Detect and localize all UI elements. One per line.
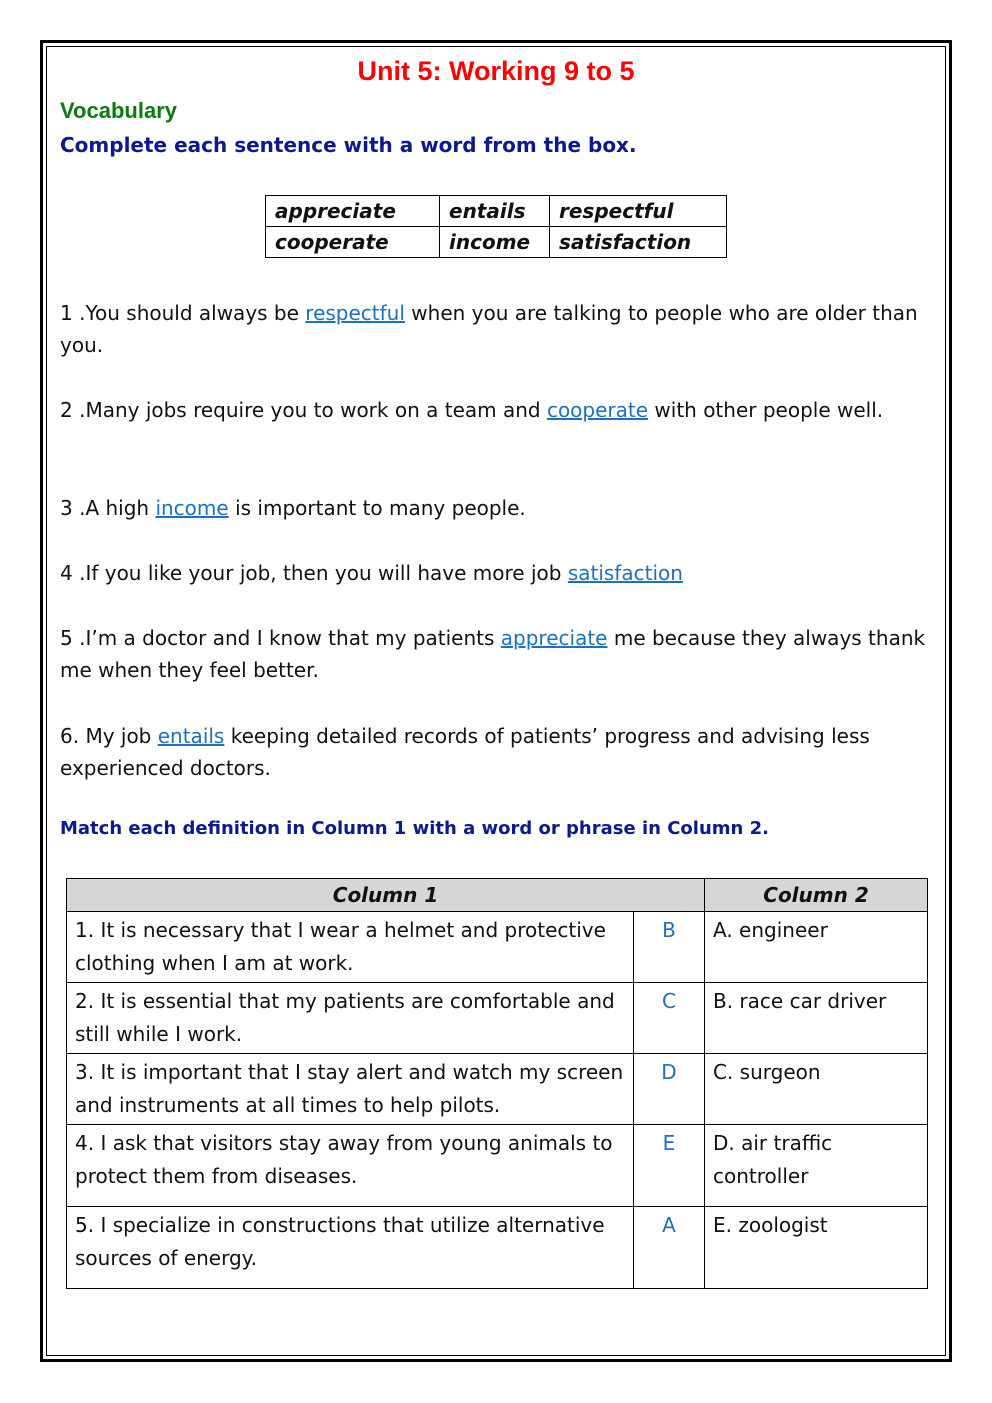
word-box-cell: income bbox=[440, 227, 550, 258]
vocabulary-heading: Vocabulary bbox=[60, 98, 177, 123]
definition-cell: 2. It is essential that my patients are comfortable and still while I work. bbox=[67, 983, 634, 1054]
sentence-5 bbox=[60, 622, 930, 686]
word-box-cell: respectful bbox=[550, 196, 727, 227]
option-cell: E. zoologist bbox=[705, 1207, 928, 1289]
match-table-header bbox=[67, 879, 928, 912]
definition-cell: 1. It is necessary that I wear a helmet and protective clothing when I am at work. bbox=[67, 912, 634, 983]
answer-cell: B bbox=[634, 912, 705, 983]
page-title: Unit 5: Working 9 to 5 bbox=[357, 56, 635, 86]
word-box-cell: entails bbox=[440, 196, 550, 227]
answer-word: appreciate bbox=[500, 626, 608, 650]
sentence-1 bbox=[60, 297, 930, 361]
option-cell: C. surgeon bbox=[705, 1054, 928, 1125]
answer-word: respectful bbox=[305, 301, 405, 325]
sentence-text: me because they always thank me when they feel better. bbox=[60, 626, 926, 682]
word-box-row bbox=[266, 196, 727, 227]
table-row bbox=[67, 1207, 928, 1289]
definition-cell: 5. I specialize in constructions that utilize alternative sources of energy. bbox=[67, 1207, 634, 1289]
definition-cell: 3. It is important that I stay alert and watch my screen and instruments at all times to help pilots. bbox=[67, 1054, 634, 1125]
answer-word: entails bbox=[157, 724, 225, 748]
answer-cell: A bbox=[634, 1207, 705, 1289]
definition-cell: 4. I ask that visitors stay away from young animals to protect them from diseases. bbox=[67, 1125, 634, 1207]
sentence-text: keeping detailed records of patients’ progress and advising less experienced doctors. bbox=[60, 724, 870, 780]
word-box-row bbox=[266, 227, 727, 258]
answer-word: income bbox=[155, 496, 229, 520]
instruction-match-definitions: Match each definition in Column 1 with a word or phrase in Column 2. bbox=[60, 818, 769, 839]
word-box-cell: satisfaction bbox=[550, 227, 727, 258]
word-box bbox=[265, 195, 727, 258]
match-table bbox=[66, 878, 928, 1289]
answer-word: cooperate bbox=[546, 398, 649, 422]
answer-cell: E bbox=[634, 1125, 705, 1207]
sentence-2 bbox=[60, 394, 930, 426]
sentence-text: when you are talking to people who are older than you. bbox=[60, 301, 918, 357]
sentence-4 bbox=[60, 557, 930, 589]
sentence-text: 2 .Many jobs require you to work on a team and bbox=[60, 398, 547, 422]
answer-word: satisfaction bbox=[567, 561, 683, 585]
sentence-text: is important to many people. bbox=[228, 496, 526, 520]
word-box-cell: appreciate bbox=[266, 196, 440, 227]
sentence-text: 5 .I’m a doctor and I know that my patients bbox=[60, 626, 501, 650]
sentence-text: with other people well. bbox=[648, 398, 884, 422]
answer-cell: C bbox=[634, 983, 705, 1054]
sentence-3 bbox=[60, 492, 930, 524]
sentence-text: 4 .If you like your job, then you will have more job bbox=[60, 561, 568, 585]
column-1-header: Column 1 bbox=[67, 879, 705, 912]
sentence-6 bbox=[60, 720, 930, 784]
option-cell: A. engineer bbox=[705, 912, 928, 983]
table-row bbox=[67, 1054, 928, 1125]
table-row bbox=[67, 1125, 928, 1207]
option-cell: B. race car driver bbox=[705, 983, 928, 1054]
answer-cell: D bbox=[634, 1054, 705, 1125]
word-box-cell: cooperate bbox=[266, 227, 440, 258]
instruction-complete-sentences: Complete each sentence with a word from the box. bbox=[60, 133, 637, 157]
column-2-header: Column 2 bbox=[705, 879, 928, 912]
option-cell: D. air traffic controller bbox=[705, 1125, 928, 1207]
table-row bbox=[67, 983, 928, 1054]
sentence-text: 6. My job bbox=[60, 724, 158, 748]
table-row bbox=[67, 912, 928, 983]
sentence-text: 3 .A high bbox=[60, 496, 156, 520]
sentence-text: 1 .You should always be bbox=[60, 301, 306, 325]
